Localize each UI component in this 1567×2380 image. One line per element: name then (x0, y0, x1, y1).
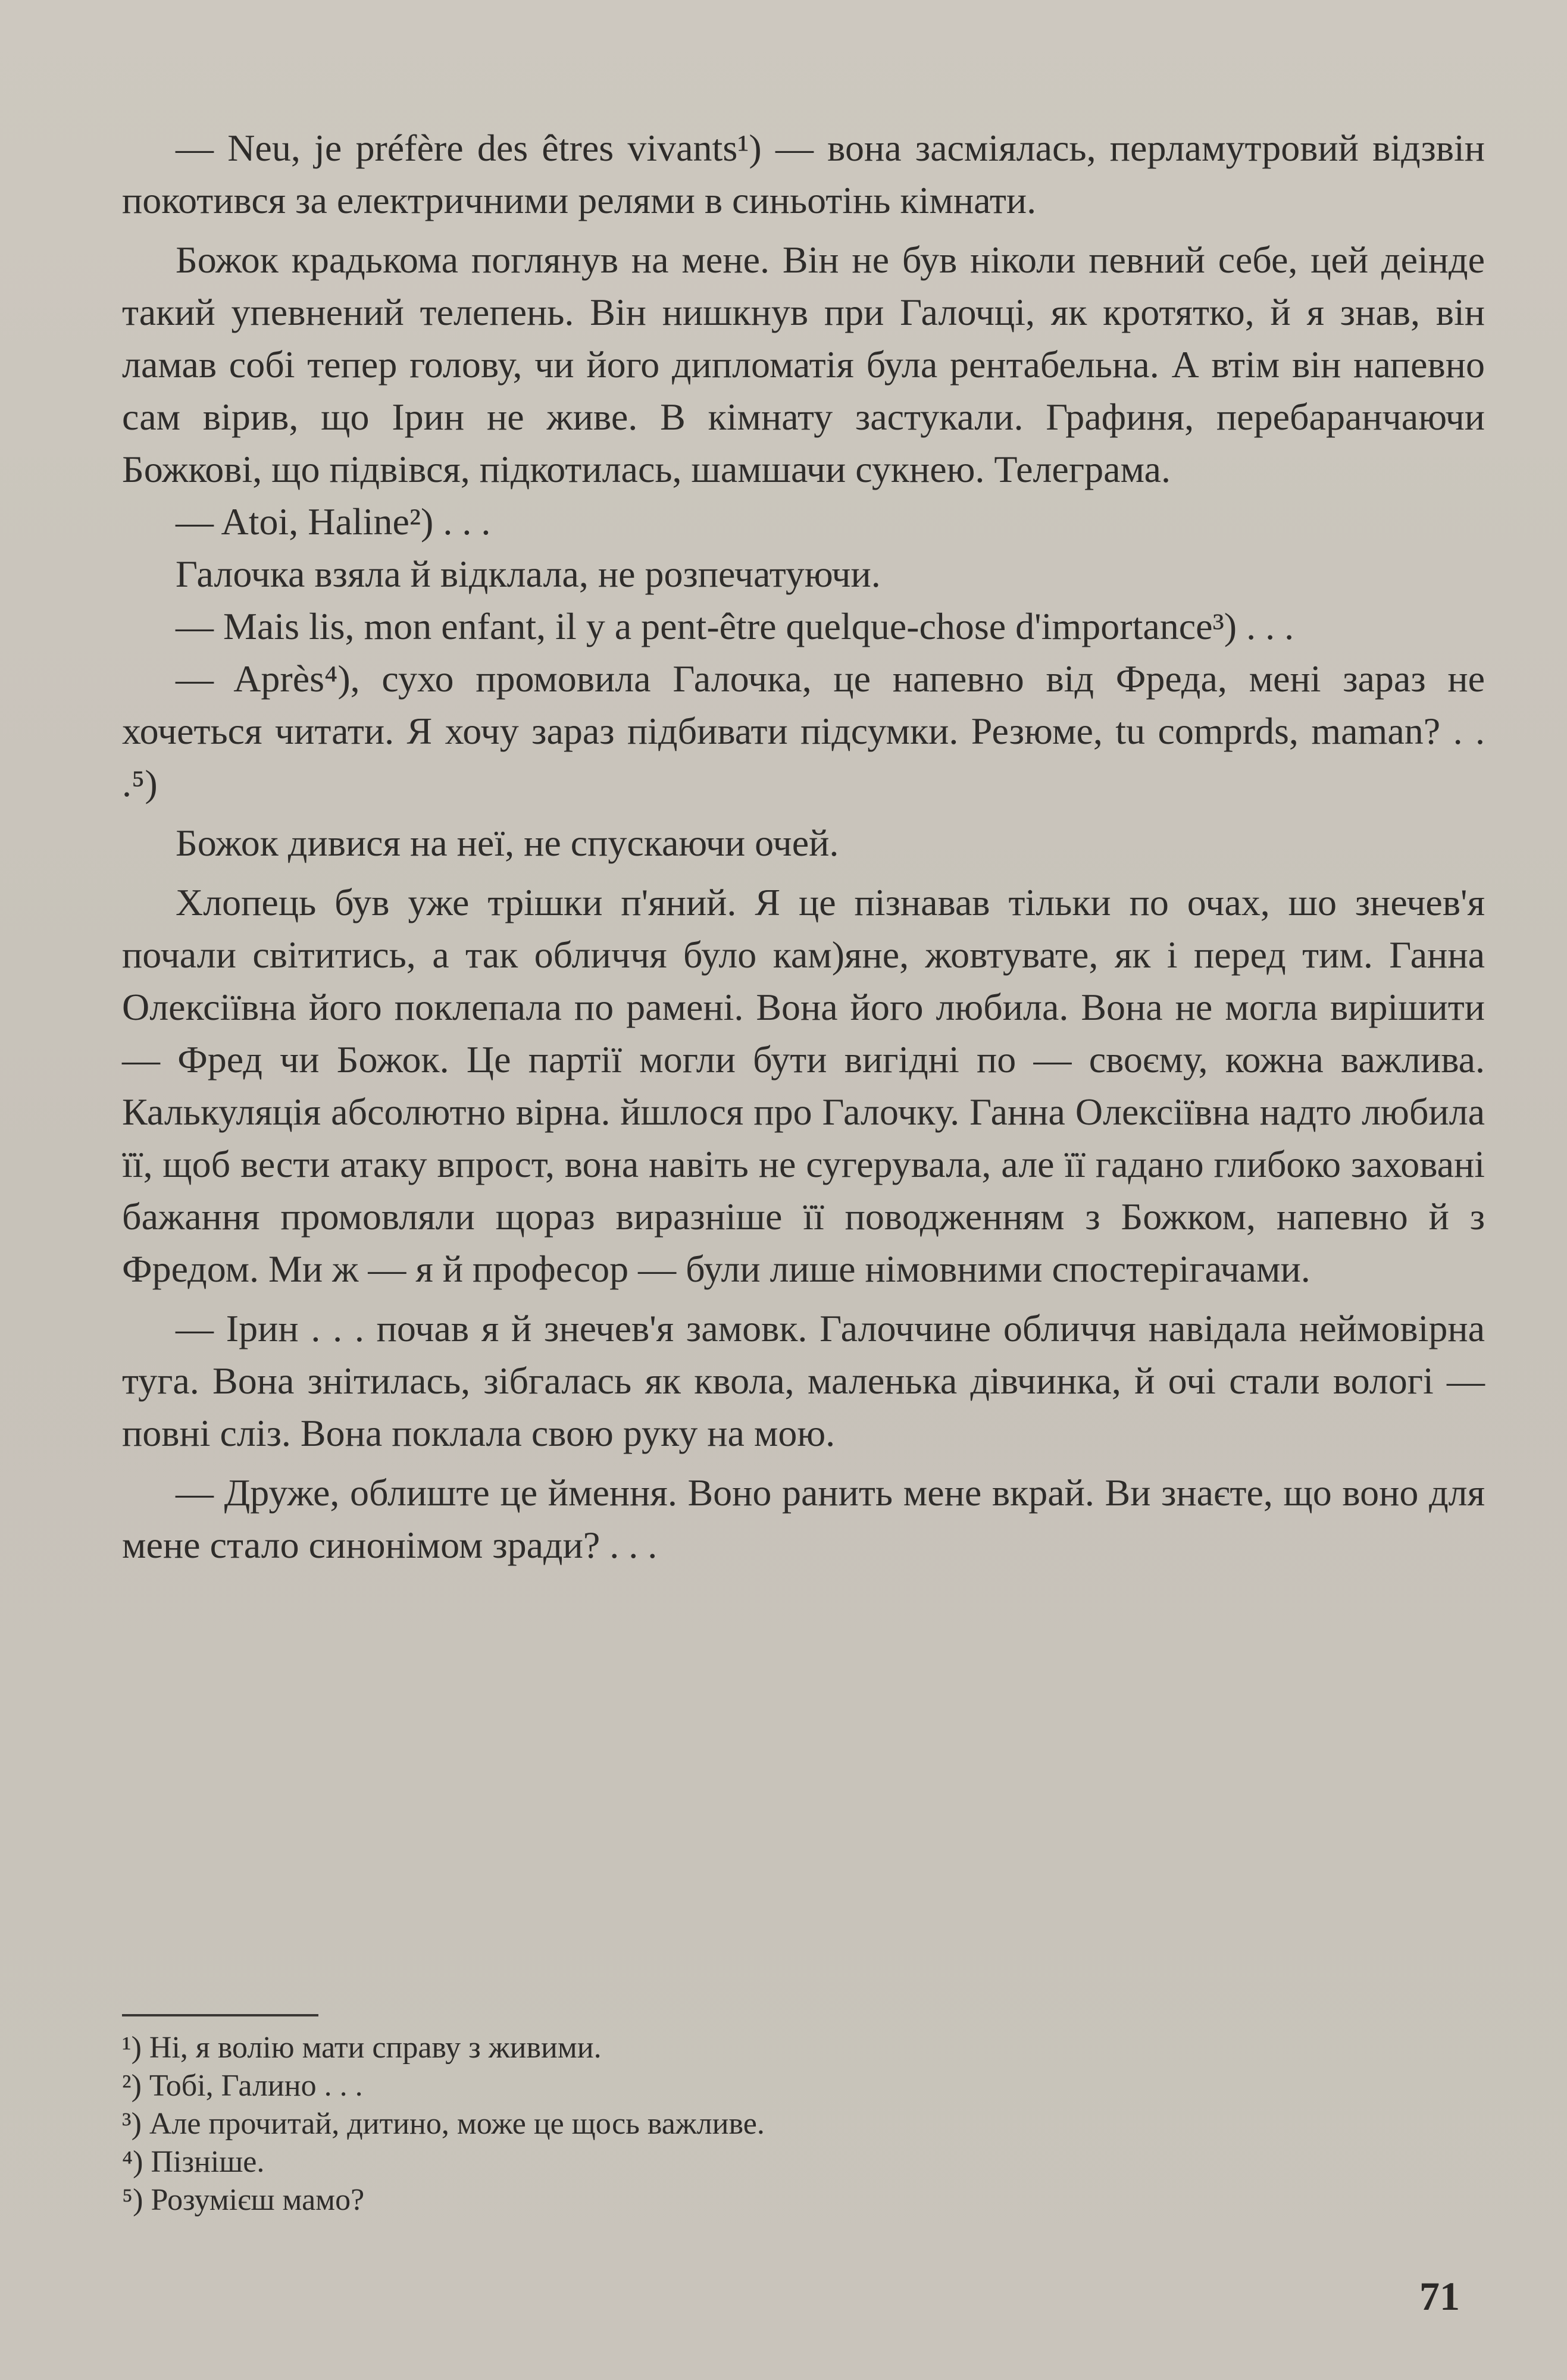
footnote: ⁵) Розумієш мамо? (122, 2183, 365, 2217)
footnotes (122, 2029, 1312, 2219)
footnote: ¹) Ні, я волію мати справу з живими. (122, 2031, 602, 2065)
footnote: ⁴) Пізніше. (122, 2145, 265, 2179)
body-text (122, 122, 1485, 1571)
paragraph: — Après⁴), сухо промовила Галочка, це напевно від Фреда, мені зараз не хочеться читати. Я хочу зараз підбивати підсумки. Резюме, tu comprds, maman? . . .⁵) (122, 657, 1485, 804)
paragraph: — Neu, je préfère des êtres vivants¹) — вона засміялась, перламутровий відзвін покотився за електричними релями в синьотінь кімнати. (122, 127, 1485, 221)
paragraph: — Atoi, Haline²) . . . (176, 500, 491, 543)
paragraph: — Друже, облиште це ймення. Воно ранить мене вкрай. Ви знаєте, що воно для мене стало синонімом зради? . . . (122, 1471, 1485, 1566)
paragraph: — Ірин . . . почав я й знечев'я замовк. Галоччине обличчя навідала неймовірна туга. Вона знітилась, зібгалась як квола, маленька дівчинка, й очі стали вологі — повні сліз. Вона поклала свою руку на мою. (122, 1307, 1485, 1454)
page-number: 71 (1419, 2273, 1460, 2319)
footnote: ³) Але прочитай, дитино, може це щось важливе. (122, 2107, 765, 2141)
paragraph: Божок дивися на неї, не спускаючи очей. (176, 822, 839, 864)
footnote: ²) Тобі, Галино . . . (122, 2069, 363, 2103)
paragraph: — Mais lis, mon enfant, il y a pent-être quelque-chose d'importance³) . . . (176, 605, 1294, 647)
paragraph: Галочка взяла й відклала, не розпечатуючи. (176, 553, 881, 595)
paragraph: Божок крадькома поглянув на мене. Він не був ніколи певний себе, цей деінде такий упевнений телепень. Він нишкнув при Галочці, як кротятко, й я знав, він ламав собі тепер голову, чи його дипломатія була рентабельна. А втім він напевно сам вірив, що Ірин не живе. В кімнату застукали. Графиня, перебаранчаючи Божкові, що підвівся, підкотилась, шамшачи сукнею. Телеграма. (122, 239, 1485, 490)
footnote-divider (122, 2014, 318, 2016)
paragraph: Хлопець був уже трішки п'яний. Я це пізнавав тільки по очах, шо знечев'я почали світитись, а так обличчя було кам)яне, жовтувате, як і перед тим. Ганна Олексіївна його поклепала по рамені. Вона його любила. Вона не могла вирішити — Фред чи Божок. Це партії могли бути вигідні по — своєму, кожна важлива. Калькуляція абсолютно вірна. йшлося про Галочку. Ганна Олексіївна надто любила її, щоб вести атаку впрост, вона навіть не сугерувала, але її гадано глибоко заховані бажання промовляли щораз виразніше її поводженням з Божком, напевно й з Фредом. Ми ж — я й професор — були лише німовними спостерігачами. (122, 881, 1485, 1290)
